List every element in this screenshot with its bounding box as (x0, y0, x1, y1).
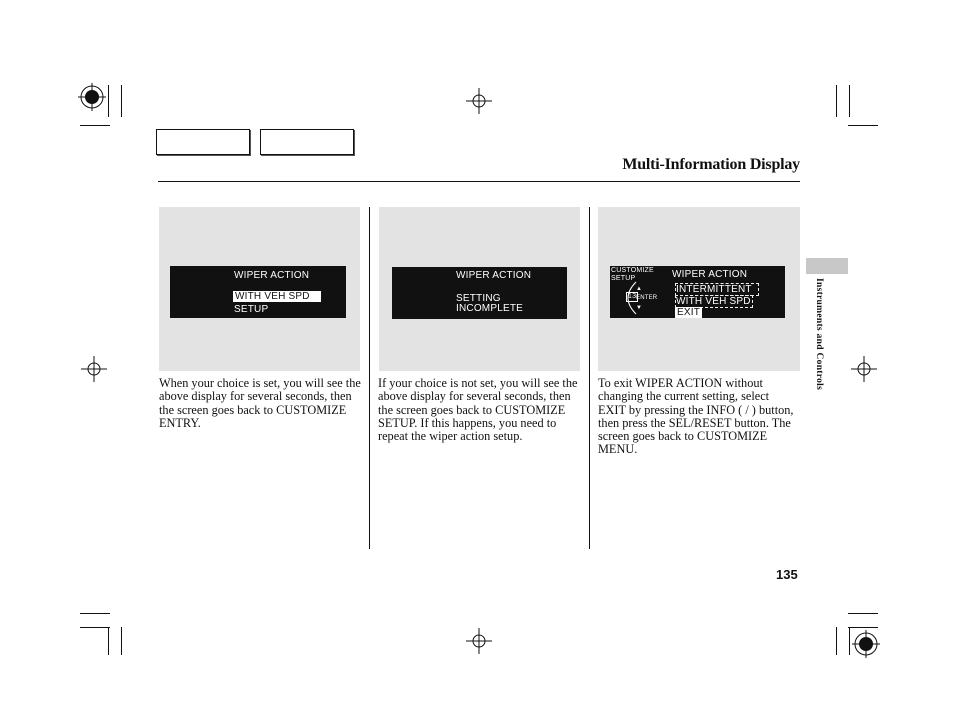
crop-mark (849, 627, 850, 655)
crop-mark (848, 613, 878, 614)
enter-label: ENTER (636, 295, 658, 301)
caption-text-3: To exit WIPER ACTION without changing the current setting, select EXIT by pressing the INFO ( / ) button, then press the SEL/RESET button. The screen goes back to CUSTOMIZE MENU. (598, 376, 794, 457)
crop-mark (121, 85, 122, 117)
selector-dial-icon (618, 280, 638, 316)
crosshair-icon (851, 356, 877, 382)
display-line: INCOMPLETE (456, 303, 524, 314)
display-line-selected: WITH VEH SPD (233, 291, 321, 302)
display-line: SETTING (456, 293, 501, 304)
crop-mark (849, 85, 850, 117)
column-divider (369, 207, 370, 549)
step-number: 13 (628, 293, 637, 300)
column-divider (589, 207, 590, 549)
nav-box-contents[interactable] (156, 129, 250, 155)
display-option: WITH VEH SPD (676, 296, 751, 307)
mid-display-screen (610, 266, 785, 318)
crop-mark (848, 627, 878, 628)
display-menu-label: CUSTOMIZE (611, 267, 654, 274)
display-line: WIPER ACTION (234, 270, 310, 281)
display-line: WIPER ACTION (672, 269, 748, 280)
crop-mark (836, 627, 837, 655)
page-title: Multi-Information Display (622, 156, 800, 173)
display-line: SETUP (234, 304, 269, 315)
caption-text-2: If your choice is not set, you will see the above display for several seconds, then the screen goes back to CUSTOMIZE SETUP. If this happens, you need to repeat the wiper action setup. (378, 376, 578, 444)
registration-target-icon (78, 83, 106, 111)
section-tab-marker (806, 258, 848, 274)
crosshair-icon (81, 356, 107, 382)
crop-mark (108, 627, 109, 655)
crop-mark (121, 627, 122, 655)
mid-display-screen (392, 267, 567, 319)
display-figure-1 (159, 207, 360, 371)
display-menu-label: SETUP (611, 275, 636, 282)
crosshair-icon (466, 88, 492, 114)
nav-box-index[interactable] (260, 129, 354, 155)
page-number: 135 (776, 567, 798, 582)
crop-mark (80, 627, 110, 628)
crop-mark (80, 125, 110, 126)
mid-display-screen (170, 266, 346, 318)
caption-text-1: When your choice is set, you will see the above display for several seconds, then the screen goes back to CUSTOMIZE ENTRY. (159, 376, 361, 430)
crop-mark (848, 125, 878, 126)
up-arrow-icon: ▲ (636, 286, 643, 292)
display-option: INTERMITTENT (676, 284, 758, 295)
header-rule (158, 181, 800, 182)
display-line: WIPER ACTION (456, 270, 532, 281)
display-option-selected: EXIT (677, 307, 701, 318)
display-figure-2 (379, 207, 580, 371)
crop-mark (80, 613, 110, 614)
crop-mark (108, 85, 109, 117)
section-tab-label: Instruments and Controls (814, 278, 824, 391)
display-figure-3 (598, 207, 800, 371)
crosshair-icon (466, 628, 492, 654)
registration-target-icon (852, 630, 880, 658)
down-arrow-icon: ▼ (636, 305, 643, 311)
crop-mark (836, 85, 837, 117)
